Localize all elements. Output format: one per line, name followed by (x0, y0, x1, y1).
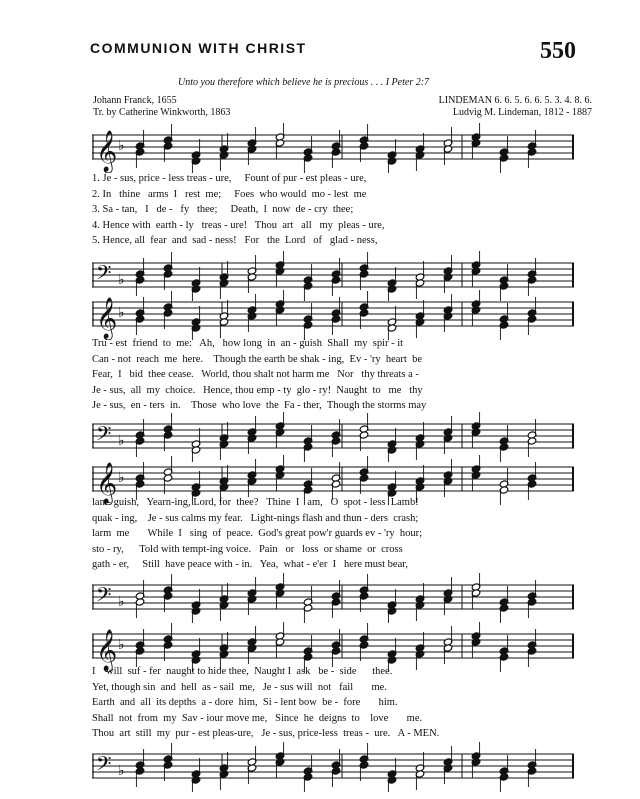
lyric-line: 4. Hence with earth - ly treas - ure! Thou art all my pleas - ure, (92, 219, 385, 231)
flat-icon: ♭ (118, 594, 125, 610)
flat-icon: ♭ (118, 138, 125, 154)
lyric-line: Tru - est friend to me: Ah, how long in an - guish Shall my spir - it (92, 338, 404, 349)
lyric-line: lan - guish, Yearn-ing, Lord, for thee? Thine I am, O spot - less Lamb! (92, 497, 419, 508)
hymn-number: 550 (540, 38, 576, 64)
lyrics-block-4 (92, 664, 574, 742)
lyric-line: Je - sus, en - ters in. Those who love the Fa - ther, Though the storms may (92, 400, 427, 411)
lyric-line: 1. Je - sus, price - less treas - ure, Fount of pur - est pleas - ure, (92, 173, 367, 184)
flat-icon: ♭ (118, 470, 125, 486)
bass-staff (92, 573, 574, 623)
bass-clef-icon: 𝄢 (96, 752, 112, 780)
lyric-line: Fear, I bid thee cease. World, thou shalt not harm me Nor thy threats a - (92, 369, 419, 380)
lyric-line: quak - ing, Je - sus calms my fear. Light-nings flash and thun - ders crash; (92, 512, 419, 524)
lyric-line: Je - sus, all my choice. Hence, thou emp - ty glo - ry! Naught to me thy (92, 384, 423, 396)
lyric-line: 2. In thine arms I rest me; Foes who would mo - lest me (92, 188, 367, 200)
bass-clef-icon: 𝄢 (96, 583, 112, 611)
composer-credit: Ludvig M. Lindeman, 1812 - 1887 (452, 107, 592, 118)
lyric-line: gath - er, Still have peace with - in. Yea, what - e'er I here must bear, (92, 559, 408, 570)
flat-icon: ♭ (118, 763, 125, 779)
treble-clef-icon: 𝄞 (96, 630, 118, 671)
translator-credit: Tr. by Catherine Winkworth, 1863 (93, 107, 231, 118)
hymn-category-title: COMMUNION WITH CHRIST (90, 40, 307, 56)
treble-staff (92, 123, 574, 173)
lyric-line: Shall not from my Sav - iour move me, Since he deigns to love me. (92, 712, 423, 724)
flat-icon: ♭ (118, 272, 125, 288)
lyrics-block-3 (92, 495, 574, 573)
scripture-reference: Unto you therefore which believe he is precious . . . I Peter 2:7 (178, 77, 430, 88)
treble-clef-icon: 𝄞 (96, 298, 118, 339)
bass-clef-icon: 𝄢 (96, 261, 112, 289)
lyrics-block-2 (92, 336, 574, 414)
bass-staff (92, 742, 574, 792)
treble-staff (92, 290, 574, 340)
flat-icon: ♭ (118, 433, 125, 449)
lyric-line: I will suf - fer naught to hide thee, Naught I ask be - side thee. (92, 666, 393, 677)
flat-icon: ♭ (118, 305, 125, 321)
lyric-line: 3. Sa - tan, I de - fy thee; Death, I now de - cry thee; (92, 204, 354, 215)
bass-clef-icon: 𝄢 (96, 422, 112, 450)
lyric-line: Yet, though sin and hell as - sail me, Je - sus will not fail me. (92, 681, 387, 693)
author-credit: Johann Franck, 1655 (93, 95, 177, 106)
lyric-line: Earth and all its depths a - dore him, Si - lent bow be - fore him. (92, 697, 398, 708)
lyric-line: sto - ry, Told with tempt-ing voice. Pain or loss or shame or cross (92, 543, 403, 555)
flat-icon: ♭ (118, 637, 125, 653)
lyric-line: Can - not reach me here. Though the earth be shak - ing, Ev - 'ry heart be (92, 353, 423, 365)
lyric-line: larm me While I sing of peace. God's great pow'r guards ev - 'ry hour; (92, 528, 423, 539)
lyric-line: 5. Hence, all fear and sad - ness! For the Lord of glad - ness, (92, 235, 378, 246)
lyrics-block-1 (92, 171, 574, 249)
tune-name: LINDEMAN 6. 6. 5. 6. 6. 5. 3. 4. 8. 6. (438, 95, 592, 106)
treble-clef-icon: 𝄞 (96, 463, 118, 504)
treble-clef-icon: 𝄞 (96, 131, 118, 172)
lyric-line: Thou art still my pur - est pleas-ure, Je - sus, price-less treas - ure. A - MEN. (92, 728, 440, 739)
